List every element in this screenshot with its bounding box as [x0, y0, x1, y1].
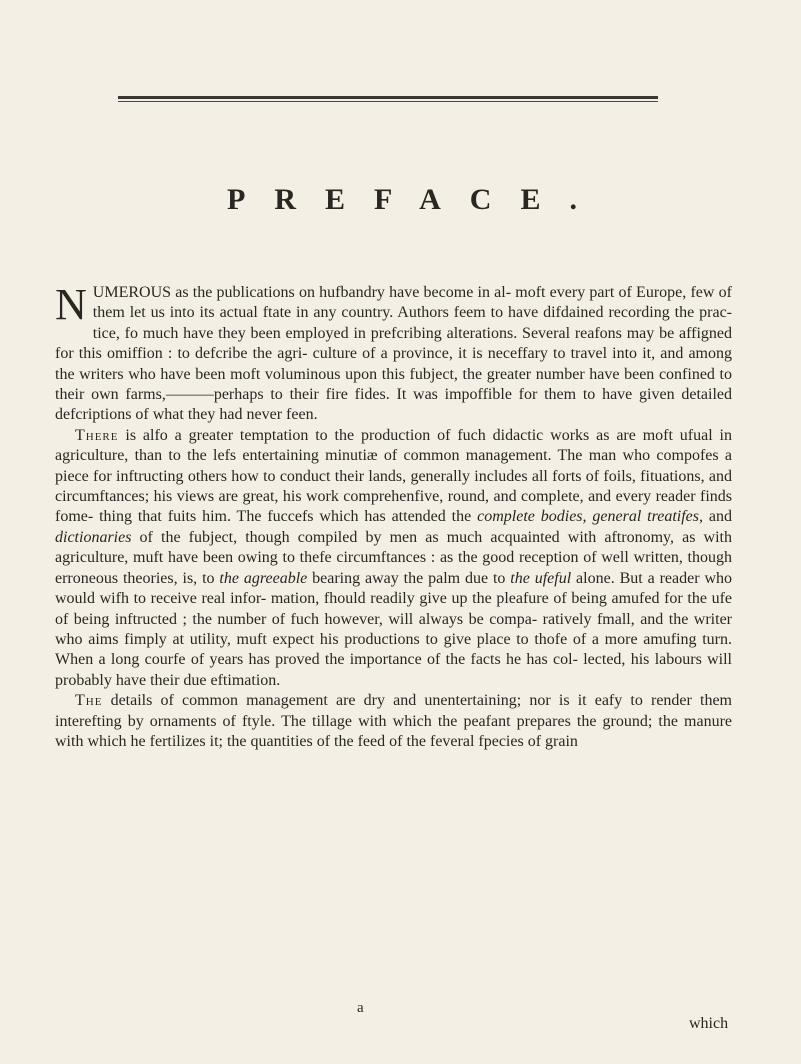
italic-useful: the ufeful	[510, 569, 572, 587]
italic-agreeable: the agreeable	[219, 569, 308, 587]
paragraph-1-text: as the publications on hufbandry have become in al- moft every part of Europe, few of them let us into its actual ftate in any country. Authors feem to have difdained recording the prac- tice, fo much have they been employed in prefcribing alterations. Several reafons may be affigned for this omiffion : to defcribe the agri- culture of a province, it is neceffary to travel into it, and among the writers who have been moft voluminous upon this fubject, the greater number have been confined to their own farms,———perhaps to their fire fides. It was impoffible for them to have given detailed defcriptions of what they had never feen.	[55, 284, 732, 424]
paragraph-2-text-a: is alfo a greater temptation to the production of fuch didactic works as are moft ufual in agriculture, than to the lefs entertaining minutiæ of common management. The man who compofes a piece for inftructing others how to conduct their lands, generally includes all forts of foils, fituations, and circumftances; his views are great, his work comprehenfive, round, and complete, and every reader finds fome- thing that fuits him. The fuccefs which has attended the	[55, 426, 732, 526]
page-title: PREFACE.	[227, 183, 606, 216]
paragraph-2-lead: There	[75, 426, 119, 444]
paragraph-3	[55, 691, 732, 752]
paragraph-3-text: details of common management are dry and unentertaining; nor is it eafy to render them interefting by ornaments of ftyle. The tillage with which the peafant prepares the ground; the manure with which he fertilizes it; the quantities of the feed of the feveral fpecies of grain	[55, 692, 732, 750]
italic-complete-bodies: complete bodies, general treatifes,	[477, 508, 704, 526]
signature-mark: a	[357, 1000, 364, 1016]
paragraph-2-text-c: of the fubject, though compiled by men as much acquainted with aftronomy, as with agriculture, muft have been owing to thefe circumftances : as the good reception of well written, though erroneous theories, is, to	[55, 528, 732, 587]
paragraph-1-lead: UMEROUS	[92, 284, 172, 301]
drop-cap: N	[55, 280, 87, 329]
body-text	[55, 280, 733, 752]
paragraph-2-text-e: alone. But a reader who would wifh to receive real infor- mation, fhould readily give up the pleafure of being amufed for the ufe of being inftructed ; the number of fuch however, will always be compa- ratively fmall, and the writer who aims fimply at utility, muft expect his productions to give place to thofe of a more amufing turn. When a long courfe of years has proved the importance of the facts he has col- lected, his labours will probably have their due eftimation.	[55, 569, 732, 689]
paragraph-3-lead: The	[75, 692, 103, 710]
paragraph-2	[55, 426, 732, 691]
catchword: which	[689, 1015, 729, 1032]
paragraph-2-text-d: bearing away the palm due to	[307, 569, 511, 587]
italic-dictionaries: dictionaries	[55, 528, 132, 546]
paragraph-2-text-b: and	[703, 508, 733, 526]
top-rule-thin	[118, 101, 658, 102]
top-rule	[118, 96, 658, 99]
paragraph-1	[55, 280, 732, 426]
